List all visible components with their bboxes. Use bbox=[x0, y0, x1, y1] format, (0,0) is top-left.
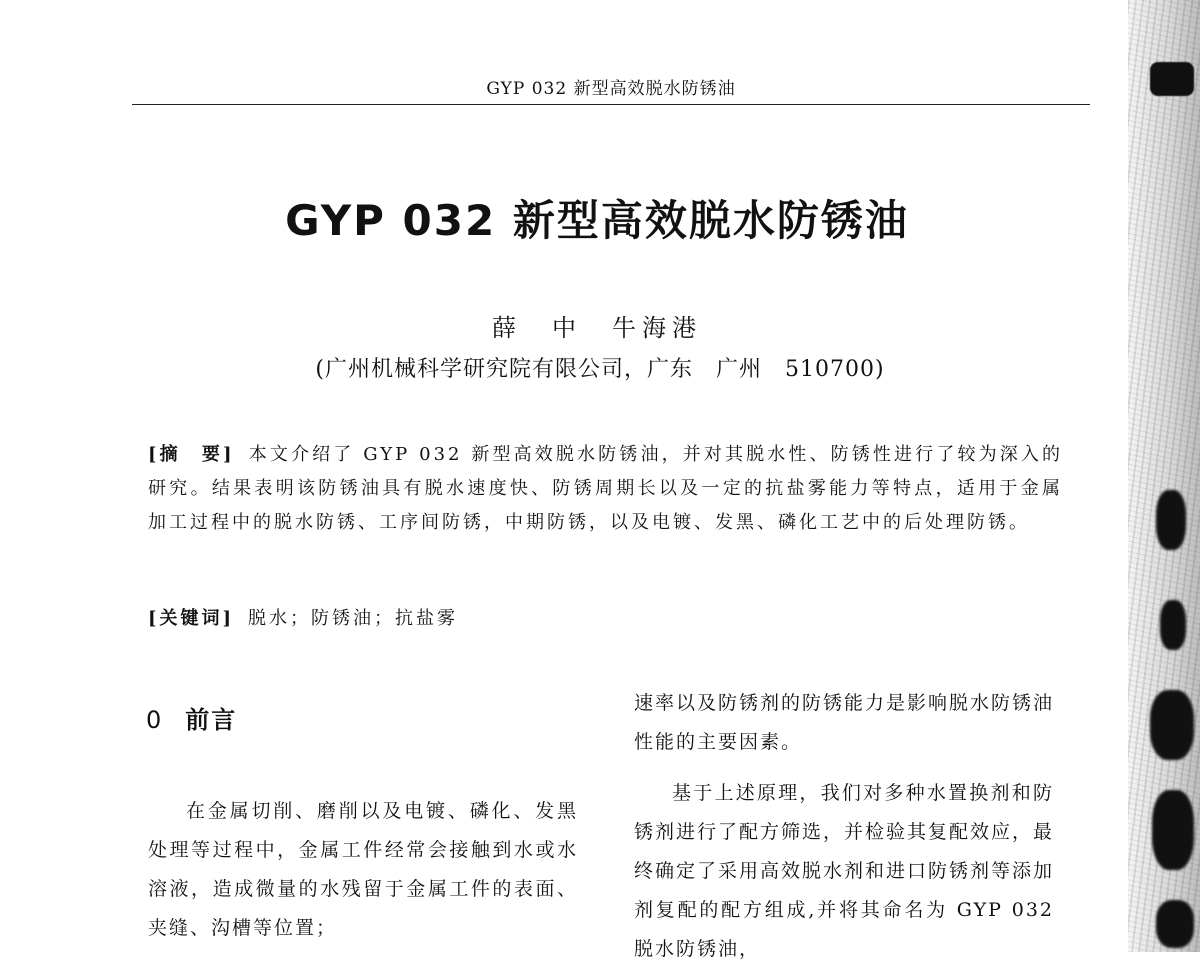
left-column bbox=[148, 792, 578, 948]
paper-title: GYP 032 新型高效脱水防锈油 bbox=[285, 196, 909, 245]
abstract-text: 本文介绍了 GYP 032 新型高效脱水防锈油，并对其脱水性、防锈性进行了较为深入的研究。结果表明该防锈油具有脱水速度快、防锈周期长以及一定的抗盐雾能力等特点，适用于金属加工过程中的脱水防锈、工序间防锈，中期防锈，以及电镀、发黑、磷化工艺中的后处理防锈。 bbox=[148, 444, 1063, 533]
section-heading bbox=[146, 700, 237, 735]
left-paragraph: 在金属切削、磨削以及电镀、磷化、发黑处理等过程中，金属工件经常会接触到水或水溶液，造成微量的水残留于金属工件的表面、夹缝、沟槽等位置； bbox=[148, 800, 578, 939]
abstract-label: [摘 要] bbox=[148, 444, 235, 465]
margin-blot bbox=[1150, 690, 1194, 760]
right-paragraph: 基于上述原理，我们对多种水置换剂和防锈剂进行了配方筛选，并检验其复配效应，最终确定了采用高效脱水剂和进口防锈剂等添加剂复配的配方组成,并将其命名为 GYP 032 脱水防锈油， bbox=[634, 782, 1055, 960]
right-column bbox=[634, 684, 1054, 969]
page-number-mark bbox=[1150, 62, 1194, 96]
keywords-text: 脱水；防锈油；抗盐雾 bbox=[248, 608, 459, 629]
running-head: GYP 032 新型高效脱水防锈油 bbox=[486, 79, 736, 99]
margin-blot bbox=[1160, 600, 1186, 650]
abstract bbox=[148, 438, 1063, 540]
keywords bbox=[148, 604, 1063, 630]
section-title: 前言 bbox=[185, 706, 238, 734]
margin-blot bbox=[1156, 900, 1194, 948]
keywords-label: [关键词] bbox=[148, 608, 235, 629]
header-rule bbox=[132, 104, 1090, 105]
section-number: 0 bbox=[146, 706, 164, 734]
margin-blot bbox=[1156, 490, 1186, 550]
right-continuation-paragraph: 速率以及防锈剂的防锈能力是影响脱水防锈油性能的主要因素。 bbox=[634, 692, 1055, 753]
margin-blot bbox=[1152, 790, 1194, 870]
affiliation: (广州机械科学研究院有限公司，广东 广州 510700) bbox=[315, 357, 885, 382]
authors: 薛 中 牛海港 bbox=[492, 314, 702, 342]
